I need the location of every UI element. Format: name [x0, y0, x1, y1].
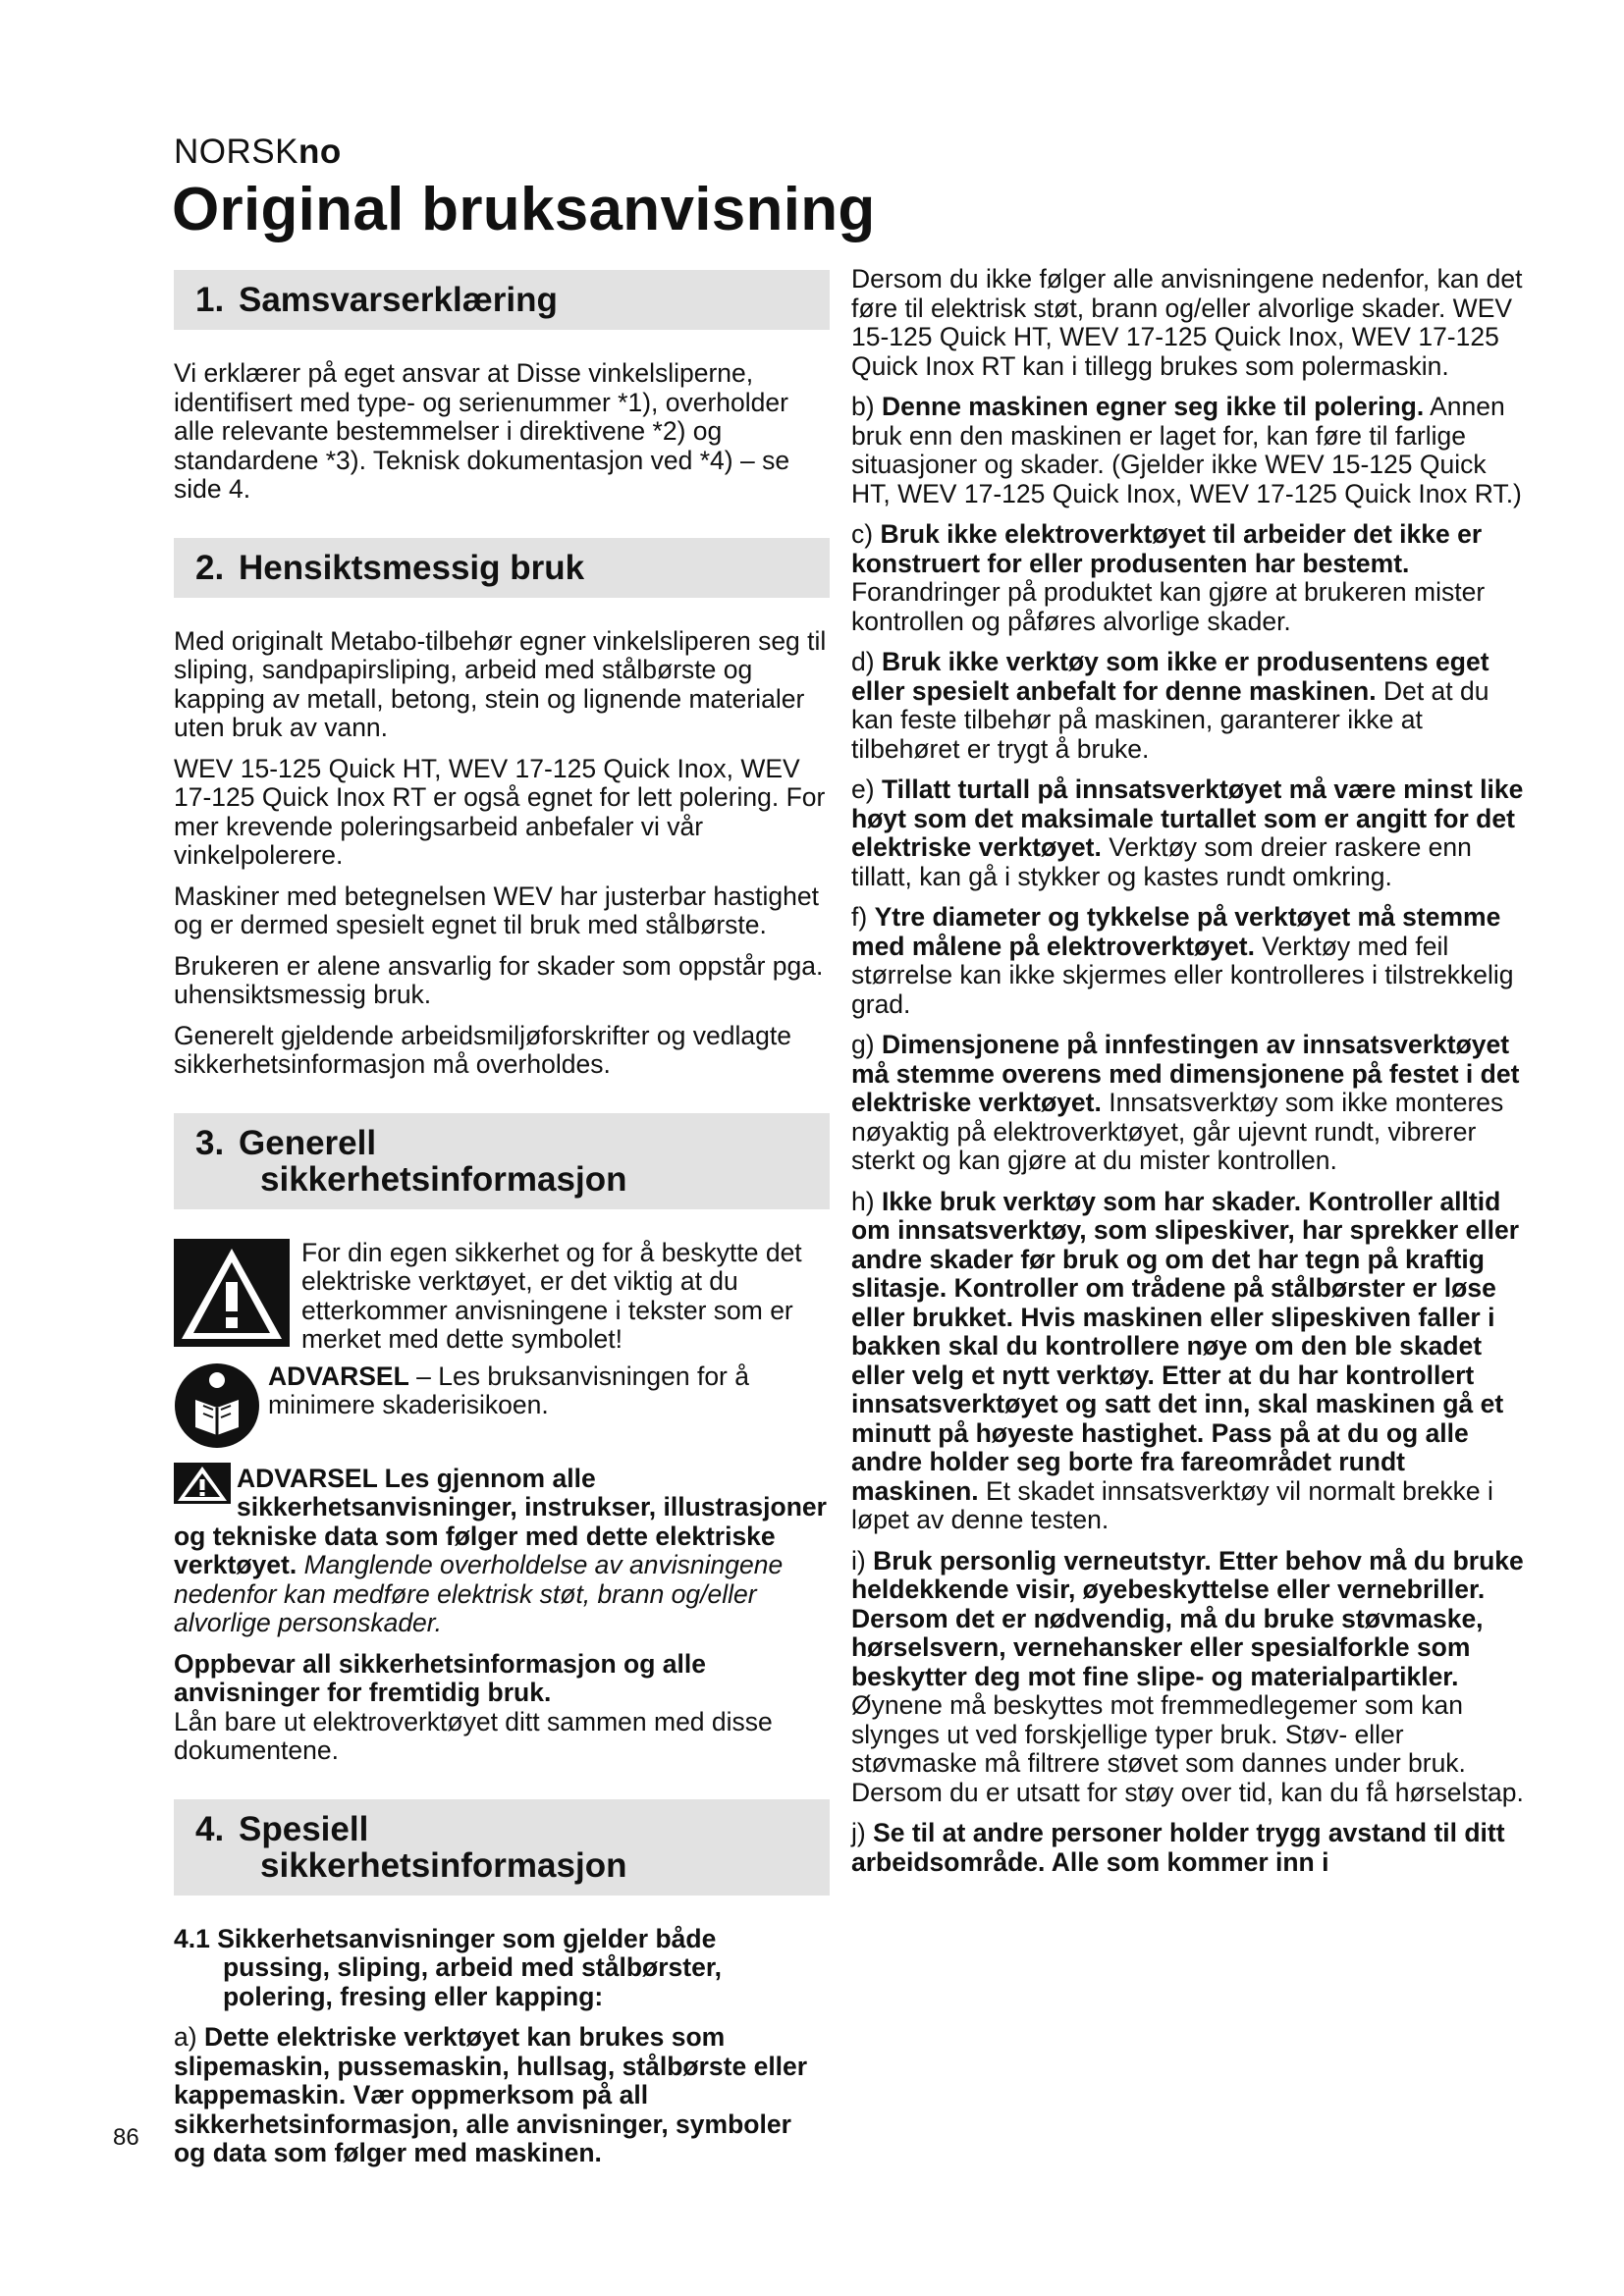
- section-3-title-line-2: sikkerhetsinformasjon: [260, 1159, 627, 1199]
- warning-read-all: [174, 1465, 830, 1638]
- section-4-title-line-2: sikkerhetsinformasjon: [260, 1845, 627, 1885]
- item-c-letter: c): [851, 519, 881, 549]
- section-3-title-line-1: Generell: [239, 1123, 377, 1162]
- language-label: [174, 133, 342, 172]
- section-1-title: Samsvarserklæring: [239, 281, 558, 319]
- keep-instructions-text: Lån bare ut elektroverktøyet ditt sammen med disse dokumentene.: [174, 1706, 773, 1765]
- safety-symbol-text: For din egen sikkerhet og for å beskytte det elektriske verktøyet, er det viktig at du etterkommer anvisningene i tekster som er merket med dette symbolet!: [301, 1237, 802, 1354]
- item-g-letter: g): [851, 1030, 882, 1059]
- warning-triangle-small-icon: [174, 1463, 231, 1504]
- warning-triangle-icon: [174, 1239, 290, 1347]
- safety-symbol-note: [174, 1239, 830, 1355]
- left-column: [174, 270, 830, 2180]
- intro-paragraph: Dersom du ikke følger alle anvisningene nedenfor, kan det føre til elektrisk støt, brann og/eller alvorlige skader. WEV 15-125 Quick HT, WEV 17-125 Quick Inox, WEV 17-125 Quick Inox RT kan i tillegg brukes som polermaskin.: [851, 264, 1523, 381]
- item-g-bold: Dimensjonene på innfestingen av innsatsverktøyet må stemme overens med dimensjonene på festet i det elektriske verktøyet.: [851, 1030, 1520, 1117]
- section-3-number: 3.: [195, 1123, 225, 1162]
- subsection-4-1-heading: 4.1 Sikkerhetsanvisninger som gjelder både pussing, sliping, arbeid med stålbørster, polering, fresing eller kapping:: [174, 1923, 723, 2011]
- language-name: NORSK: [174, 133, 298, 171]
- item-b-text: Annen bruk enn den maskinen er laget for, kan føre til farlige situasjoner og skader. (Gjelder ikke WEV 15-125 Quick HT, WEV 17-125 Quick Inox, WEV 17-125 Quick Inox RT.): [851, 392, 1522, 508]
- item-f-letter: f): [851, 902, 875, 932]
- item-f-bold: Ytre diameter og tykkelse på verktøyet må stemme med målene på elektroverktøyet.: [851, 902, 1501, 961]
- item-i: [851, 1547, 1529, 1808]
- item-b-letter: b): [851, 392, 882, 421]
- language-code: no: [298, 133, 342, 171]
- section-4-number: 4.: [195, 1809, 225, 1848]
- item-e-letter: e): [851, 774, 882, 804]
- item-d: [851, 648, 1529, 764]
- item-h-letter: h): [851, 1186, 882, 1216]
- item-c-text: Forandringer på produktet kan gjøre at brukeren mister kontrollen og påføres alvorlige skader.: [851, 577, 1486, 636]
- item-a-letter: a): [174, 2022, 204, 2052]
- warning-read-all-bold: ADVARSEL Les gjennom alle sikkerhetsanvisninger, instrukser, illustrasjoner og tekniske data som følger med dette elektriske verktøyet.: [174, 1463, 827, 1579]
- keep-instructions-bold: Oppbevar all sikkerhetsinformasjon og alle anvisninger for fremtidig bruk.: [174, 1648, 706, 1707]
- item-d-text: Det at du kan feste tilbehør på maskinen, garanterer ikke at tilbehøret er trygt å bruke.: [851, 675, 1489, 764]
- item-j-letter: j): [851, 1818, 874, 1847]
- item-e: [851, 775, 1529, 891]
- item-d-bold: Bruk ikke verktøy som ikke er produsentens eget eller spesielt anbefalt for denne maskinen.: [851, 647, 1489, 706]
- item-j-bold: Se til at andre personer holder trygg avstand til ditt arbeidsområde. Alle som kommer inn i: [851, 1818, 1505, 1877]
- item-h-bold: Ikke bruk verktøy som har skader. Kontroller alltid om innsatsverktøy, som slipeskiver, har sprekker eller andre skader før bruk og om det har tegn på kraftig slitasje. Kontroller om trådene på stålbørster er løse eller brukket. Hvis maskinen eller slipeskiven faller i bakken skal du kontrollere nøye om den ble skadet eller velg et nytt verktøy. Etter at du har kontrollert innsatsverktøyet og satt det inn, skal maskinen gå et minutt på høyeste hastighet. Pass på at du og alle andre holder seg borte fra fareområdet rundt maskinen.: [851, 1186, 1520, 1506]
- item-e-bold: Tillatt turtall på innsatsverktøyet må være minst like høyt som det maksimale turtallet som er angitt for det elektriske verktøyet.: [851, 774, 1524, 862]
- section-1-heading: [174, 270, 830, 330]
- section-2-number: 2.: [195, 548, 225, 587]
- section-4-title-line-1: Spesiell: [239, 1809, 369, 1848]
- section-2-paragraph-5: Generelt gjeldende arbeidsmiljøforskrifter og vedlagte sikkerhetsinformasjon må overholdes.: [174, 1020, 791, 1079]
- section-1-text: Vi erklærer på eget ansvar at Disse vinkelsliperne, identifisert med type- og serienummer *1), overholder alle relevante bestemmelser i direktivene *2) og standardene *3). Teknisk dokumentasjon ved *4) – se side 4.: [174, 358, 790, 504]
- section-2-heading: [174, 538, 830, 598]
- item-d-letter: d): [851, 647, 882, 676]
- item-c-bold: Bruk ikke elektroverktøyet til arbeider det ikke er konstruert for eller produsenten har bestemt.: [851, 519, 1483, 578]
- read-manual-icon: [174, 1362, 260, 1449]
- right-column: [851, 265, 1529, 1889]
- page-title: Original bruksanvisning: [172, 176, 876, 243]
- item-e-text: Verktøy som dreier raskere enn tillatt, kan gå i stykker og kastes rundt omkring.: [851, 832, 1472, 891]
- keep-instructions: [174, 1650, 830, 1766]
- section-4-heading: [174, 1799, 830, 1896]
- section-1-number: 1.: [195, 281, 225, 319]
- advarsel-read-manual: [174, 1362, 830, 1451]
- item-c: [851, 520, 1529, 636]
- item-a: [174, 2023, 830, 2168]
- item-g: [851, 1031, 1529, 1176]
- section-3-heading: [174, 1113, 830, 1209]
- item-h: [851, 1188, 1529, 1535]
- section-2-paragraph-4: Brukeren er alene ansvarlig for skader som oppstår pga. uhensiktsmessig bruk.: [174, 950, 824, 1009]
- item-b: [851, 393, 1529, 508]
- section-2-paragraph-2: WEV 15-125 Quick HT, WEV 17-125 Quick Inox, WEV 17-125 Quick Inox RT er også egnet for lett polering. For mer krevende poleringsarbeid anbefaler vi vår vinkelpolerere.: [174, 753, 826, 870]
- item-b-bold: Denne maskinen egner seg ikke til polering.: [881, 392, 1425, 421]
- section-2-paragraph-3: Maskiner med betegnelsen WEV har justerbar hastighet og er dermed spesielt egnet til bruk med stålbørste.: [174, 881, 819, 939]
- item-f-text: Verktøy med feil størrelse kan ikke skjermes eller kontrolleres i tilstrekkelig grad.: [851, 931, 1514, 1019]
- warning-read-all-italic: Manglende overholdelse av anvisningene nedenfor kan medføre elektrisk støt, brann og/eller alvorlige personskader.: [174, 1550, 784, 1637]
- page-number: 86: [113, 2124, 139, 2151]
- item-i-bold: Bruk personlig verneutstyr. Etter behov må du bruke heldekkende visir, øyebeskyttelse eller vernebriller. Dersom det er nødvendig, må du bruke støvmaske, hørselsvern, vernehansker eller spesialforkle som beskytter deg mot fine slipe- og materialpartikler.: [851, 1545, 1524, 1691]
- item-j: [851, 1819, 1529, 1877]
- item-i-text: Øynene må beskyttes mot fremmedlegemer som kan slynges ut ved forskjellige typer bruk. Støv- eller støvmaske må filtrere støvet som dannes under bruk. Dersom du er utsatt for støy over tid, kan du få hørselstap.: [851, 1690, 1524, 1807]
- section-2-title: Hensiktsmessig bruk: [239, 548, 585, 587]
- item-g-text: Innsatsverktøy som ikke monteres nøyaktig på elektroverktøyet, går ujevnt rundt, vibrerer sterkt og kan gjøre at du mister kontrollen.: [851, 1088, 1504, 1175]
- item-f: [851, 903, 1529, 1019]
- advarsel-text: – Les bruksanvisningen for å minimere skaderisikoen.: [268, 1361, 749, 1419]
- item-h-text: Et skadet innsatsverktøy vil normalt brekke i løpet av denne testen.: [851, 1475, 1493, 1534]
- item-i-letter: i): [851, 1545, 874, 1575]
- item-a-bold: Dette elektriske verktøyet kan brukes som slipemaskin, pussemaskin, hullsag, stålbørste eller kappemaskin. Vær oppmerksom på all sikkerhetsinformasjon, alle anvisninger, symboler og data som følger med maskinen.: [174, 2022, 808, 2167]
- section-2-paragraph-1: Med originalt Metabo-tilbehør egner vinkelsliperen seg til sliping, sandpapirsliping, arbeid med stålbørste og kapping av metall, betong, stein og lignende materialer uten bruk av vann.: [174, 625, 827, 742]
- advarsel-label: ADVARSEL: [268, 1361, 409, 1391]
